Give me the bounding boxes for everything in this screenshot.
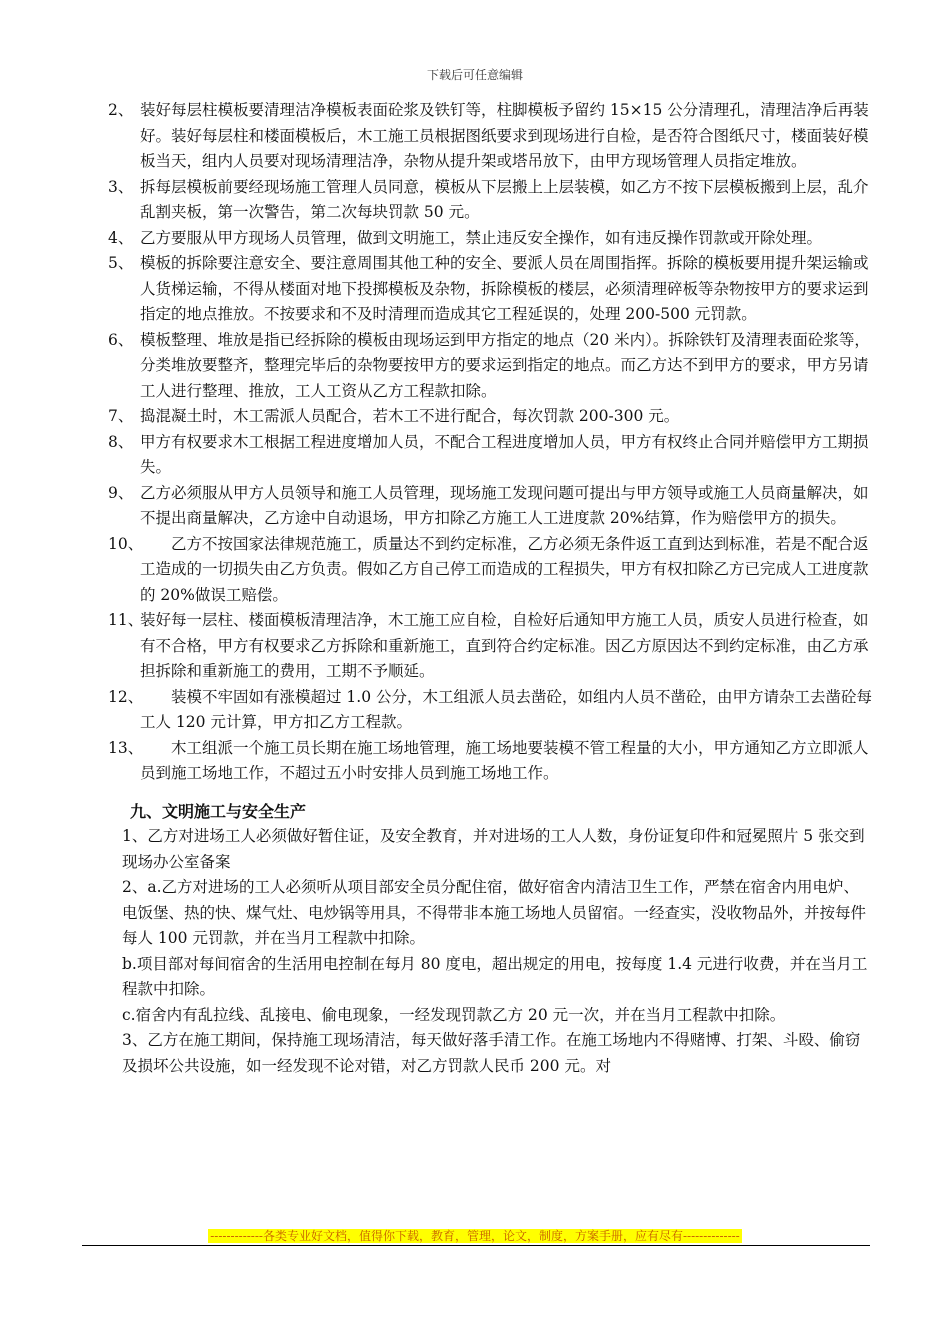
section-paragraph: 1、乙方对进场工人必须做好暂住证，及安全教育，并对进场的工人人数，身份证复印件和冠冕照片 5 张交到现场办公室备案 — [122, 827, 865, 871]
footer-text: -------------各类专业好文档，值得你下载，教育，管理，论文，制度，方案手册，应有尽有-------------- — [210, 1229, 740, 1243]
section-paragraph: 3、乙方在施工期间，保持施工现场清洁，每天做好落手清工作。在施工场地内不得赌博、打架、斗殴、偷窃及损坏公共设施，如一经发现不论对错，对乙方罚款人民币 200 元。对 — [122, 1031, 861, 1075]
clause-item — [108, 608, 874, 685]
clause-text: 拆每层模板前要经现场施工管理人员同意，模板从下层搬上上层装模，如乙方不按下层模板搬到上层，乱介乱割夹板，第一次警告，第二次每块罚款 50 元。 — [140, 177, 869, 221]
clause-item — [108, 175, 874, 226]
document-body — [108, 98, 874, 1079]
clause-item — [108, 532, 874, 609]
clause-item — [108, 98, 874, 175]
clause-number: 3、 — [108, 177, 134, 196]
clause-number: 7、 — [108, 407, 134, 425]
clause-item — [108, 736, 874, 787]
clause-number: 8、 — [108, 432, 134, 451]
clause-text: 装好每一层柱、楼面模板清理洁净，木工施工应自检，自检好后通知甲方施工人员，质安人员进行检查，如有不合格，甲方有权要求乙方拆除和重新施工，直到符合约定标准。因乙方原因达不到约定标准，由乙方承担拆除和重新施工的费用，工期不予顺延。 — [140, 611, 869, 680]
clause-list — [108, 98, 874, 787]
clause-number: 11、 — [108, 611, 144, 629]
clause-number: 2、 — [108, 101, 134, 119]
clause-number: 12、 — [108, 687, 144, 706]
clause-item — [108, 251, 874, 328]
clause-item — [108, 328, 874, 405]
clause-text: 装好每层柱模板要清理洁净模板表面砼浆及铁钉等，柱脚模板予留约 15×15 公分清理孔，清理洁净后再装好。装好每层柱和楼面模板后，木工施工员根据图纸要求到现场进行自检，是否符合图纸尺寸，楼面装好模板当天，组内人员要对现场清理洁净，杂物从提升架或塔吊放下，由甲方现场管理人员指定堆放。 — [140, 101, 869, 170]
clause-number: 9、 — [108, 483, 134, 502]
section-paragraph: 2、a.乙方对进场的工人必须听从项目部安全员分配住宿，做好宿舍内清洁卫生工作，严禁在宿舍内用电炉、电饭堡、热的快、煤气灶、电炒锅等用具，不得带非本施工场地人员留宿。一经查实，没收物品外，并按每件每人 100 元罚款，并在当月工程款中扣除。 — [122, 878, 867, 947]
clause-text: 模板的拆除要注意安全、要注意周围其他工种的安全、要派人员在周围指挥。拆除的模板要用提升架运输或人货梯运输，不得从楼面对地下投掷模板及杂物，拆除模板的楼层，必须清理碎板等杂物按甲方的要求运到指定的地点推放。不按要求和不及时清理而造成其它工程延误的，处理 200-500 元罚款。 — [140, 254, 869, 323]
clause-text: 甲方有权要求木工根据工程进度增加人员，不配合工程进度增加人员，甲方有权终止合同并赔偿甲方工期损失。 — [140, 432, 869, 476]
clause-text: 捣混凝土时，木工需派人员配合，若木工不进行配合，每次罚款 200-300 元。 — [140, 407, 680, 425]
clause-text: 模板整理、堆放是指已经拆除的模板由现场运到甲方指定的地点（20 米内）。拆除铁钉及清理表面砼浆等，分类堆放要整齐，整理完毕后的杂物要按甲方的要求运到指定的地点。而乙方达不到甲方的要求，甲方另请工人进行整理、推放，工人工资从乙方工程款扣除。 — [140, 330, 870, 400]
clause-number: 10、 — [108, 534, 144, 553]
clause-item — [108, 404, 874, 430]
clause-text: 乙方要服从甲方现场人员管理，做到文明施工，禁止违反安全操作，如有违反操作罚款或开除处理。 — [140, 228, 823, 247]
section-paragraph: b.项目部对每间宿舍的生活用电控制在每月 80 度电，超出规定的用电，按每度 1.4 元进行收费，并在当月工程款中扣除。 — [122, 954, 868, 998]
footer-divider — [82, 1245, 870, 1246]
clause-item — [108, 481, 874, 532]
footer-banner — [0, 1227, 950, 1244]
clause-text: 乙方不按国家法律规范施工，质量达不到约定标准，乙方必须无条件返工直到达到标准，若是不配合返工造成的一切损失由乙方负责。假如乙方自己停工而造成的工程损失，甲方有权扣除乙方已完成人工进度款的 20%做误工赔偿。 — [140, 534, 869, 604]
section-title: 九、文明施工与安全生产 — [130, 801, 307, 821]
clause-text: 装模不牢固如有涨模超过 1.0 公分，木工组派人员去凿砼，如组内人员不凿砼，由甲方请杂工去凿砼每工人 120 元计算，甲方扣乙方工程款。 — [140, 687, 873, 731]
section-paragraphs — [108, 824, 874, 1079]
clause-item — [108, 430, 874, 481]
clause-text: 木工组派一个施工员长期在施工场地管理，施工场地要装模不管工程量的大小，甲方通知乙方立即派人员到施工场地工作，不超过五小时安排人员到施工场地工作。 — [140, 738, 869, 782]
page-header: 下载后可任意编辑 — [426, 68, 523, 82]
clause-item — [108, 226, 874, 252]
section-paragraph: c.宿舍内有乱拉线、乱接电、偷电现象，一经发现罚款乙方 20 元一次，并在当月工程款中扣除。 — [122, 1005, 786, 1024]
clause-item — [108, 685, 874, 736]
clause-text: 乙方必须服从甲方人员领导和施工人员管理，现场施工发现问题可提出与甲方领导或施工人员商量解决，如不提出商量解决，乙方途中自动退场，甲方扣除乙方施工人工进度款 20%结算，作为赔偿甲方的损失。 — [140, 483, 869, 527]
clause-number: 6、 — [108, 330, 134, 349]
clause-number: 5、 — [108, 254, 134, 272]
clause-number: 4、 — [108, 228, 134, 247]
clause-number: 13、 — [108, 738, 144, 757]
